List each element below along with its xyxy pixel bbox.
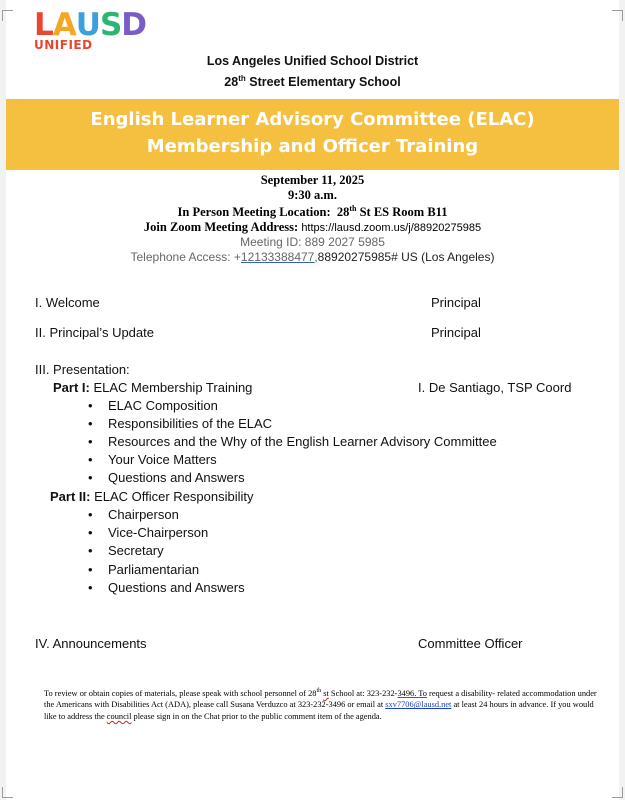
agenda-item-announcements: IV. Announcements bbox=[35, 636, 147, 651]
logo-wordmark bbox=[34, 7, 147, 43]
agenda-presenter: Principal bbox=[431, 295, 481, 310]
list-item: • Chairperson bbox=[88, 507, 179, 522]
zoom-address: Join Zoom Meeting Address: https://lausd.zoom.us/j/88920275985 bbox=[143, 219, 482, 234]
list-item: • Parliamentarian bbox=[88, 562, 200, 577]
meeting-time: 9:30 a.m. bbox=[288, 187, 337, 202]
agenda-item-presentation: III. Presentation: bbox=[35, 362, 130, 377]
banner-title bbox=[6, 106, 619, 160]
document-page bbox=[6, 0, 619, 800]
meeting-date: September 11, 2025 bbox=[260, 173, 365, 187]
meeting-id: Meeting ID: 889 2027 5985 bbox=[240, 235, 385, 250]
list-item: • Your Voice Matters bbox=[88, 452, 217, 467]
logo-letter: A bbox=[52, 7, 76, 43]
list-item: • Resources and the Why of the English Learner Advisory Committee bbox=[88, 434, 497, 449]
logo-subtitle: UNIFIED bbox=[34, 38, 93, 52]
footer-notice: To review or obtain copies of materials, please speak with school personnel of 28th st School at: 323-232-3496. To request a disability- related accommodation under the Americans with Disabilities Act (ADA), please call Susana Verduzco at 323-232-3496 or email at sxv7706@lausd.net at least 24 hours in advance. If you would like to address the council please sign in on the Chat prior to the public comment item of the agenda. bbox=[44, 688, 597, 721]
district-header bbox=[6, 52, 619, 91]
list-item: • ELAC Composition bbox=[88, 398, 218, 413]
zoom-link[interactable]: https://lausd.zoom.us/j/88920275985 bbox=[301, 221, 482, 234]
logo-letter: U bbox=[75, 7, 100, 43]
corner-mark-top-left bbox=[2, 10, 13, 21]
lausd-logo bbox=[34, 7, 147, 52]
part-2-heading: Part II: ELAC Officer Responsibility bbox=[50, 489, 254, 504]
logo-letter: D bbox=[121, 7, 147, 43]
list-item: • Questions and Answers bbox=[88, 580, 245, 595]
agenda-item-welcome: I. Welcome bbox=[35, 295, 100, 310]
corner-mark-top-right bbox=[612, 10, 623, 21]
school-name: 28th Street Elementary School bbox=[224, 74, 401, 90]
banner-line-1: English Learner Advisory Committee (ELAC) bbox=[90, 109, 535, 130]
list-item: • Responsibilities of the ELAC bbox=[88, 416, 273, 431]
email-link[interactable]: sxv7706@lausd.net bbox=[385, 700, 452, 710]
part-1-heading: Part I: ELAC Membership Training bbox=[53, 380, 253, 395]
list-item: • Questions and Answers bbox=[88, 470, 245, 485]
corner-mark-bottom-left bbox=[2, 787, 13, 798]
meeting-info bbox=[6, 173, 619, 264]
agenda-presenter: Committee Officer bbox=[418, 636, 523, 651]
list-item: • Secretary bbox=[88, 543, 164, 558]
agenda-item-principal-update: II. Principal’s Update bbox=[35, 325, 154, 340]
list-item: • Vice-Chairperson bbox=[88, 525, 209, 540]
banner-line-2: Membership and Officer Training bbox=[146, 136, 479, 157]
district-name: Los Angeles Unified School District bbox=[206, 54, 419, 68]
corner-mark-bottom-right bbox=[612, 787, 623, 798]
meeting-location: In Person Meeting Location: 28th St ES Room B11 bbox=[177, 204, 448, 220]
telephone-access: Telephone Access: +12133388477,88920275985# US (Los Angeles) bbox=[130, 249, 495, 264]
agenda-presenter: Principal bbox=[431, 325, 481, 340]
logo-letter: S bbox=[99, 7, 122, 43]
logo-letter: L bbox=[34, 7, 53, 43]
agenda-presenter: I. De Santiago, TSP Coord bbox=[418, 380, 572, 395]
